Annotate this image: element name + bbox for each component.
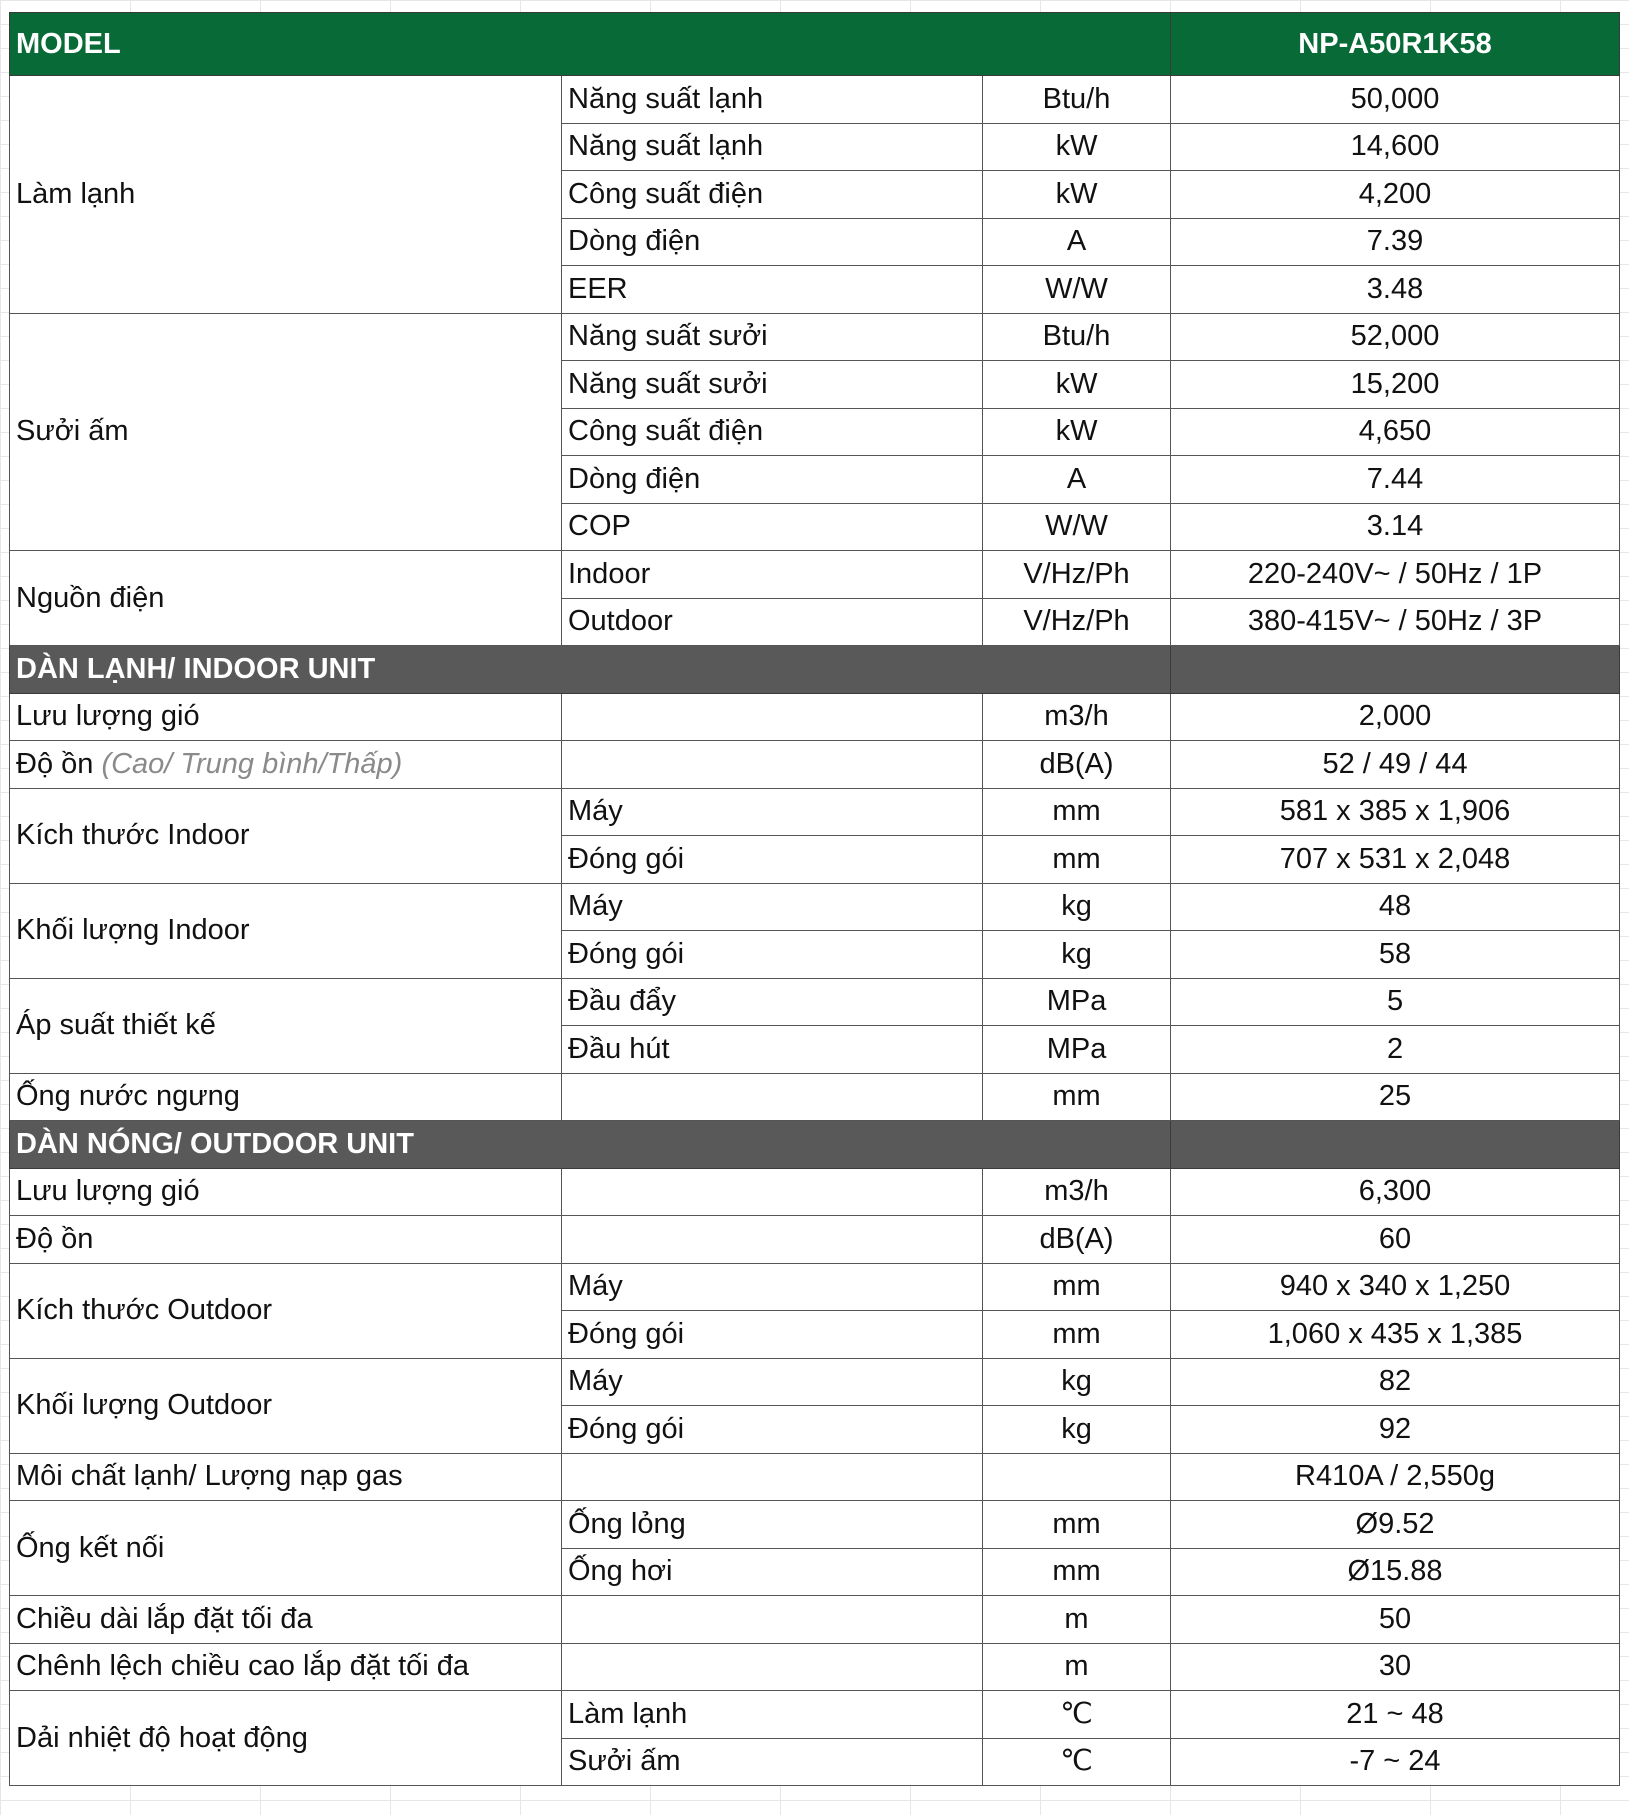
row-label: Chiều dài lắp đặt tối đa <box>10 1596 562 1644</box>
unit-cell: mm <box>983 1311 1171 1359</box>
empty-cell <box>562 741 983 789</box>
unit-cell: dB(A) <box>983 741 1171 789</box>
model-label: MODEL <box>10 13 1171 76</box>
value-cell: 220-240V~ / 50Hz / 1P <box>1171 551 1620 599</box>
unit-cell: MPa <box>983 1026 1171 1074</box>
table-row <box>10 1453 1620 1501</box>
group-label-design-pressure: Áp suất thiết kế <box>10 978 562 1073</box>
unit-cell: V/Hz/Ph <box>983 598 1171 646</box>
table-row <box>10 313 1620 361</box>
value-cell: 58 <box>1171 931 1620 979</box>
noise-note: (Cao/ Trung bình/Thấp) <box>101 747 403 780</box>
unit-cell: kg <box>983 1358 1171 1406</box>
value-cell: 581 x 385 x 1,906 <box>1171 788 1620 836</box>
unit-cell: W/W <box>983 503 1171 551</box>
value-cell: 2,000 <box>1171 693 1620 741</box>
param-cell: Năng suất sưởi <box>562 313 983 361</box>
unit-cell: m3/h <box>983 693 1171 741</box>
unit-cell: Btu/h <box>983 76 1171 124</box>
group-label-indoor-dimensions: Kích thước Indoor <box>10 788 562 883</box>
param-cell: Dòng điện <box>562 218 983 266</box>
value-cell: 52 / 49 / 44 <box>1171 741 1620 789</box>
unit-cell: A <box>983 456 1171 504</box>
section-header-outdoor <box>10 1121 1620 1169</box>
value-cell: 6,300 <box>1171 1168 1620 1216</box>
table-row <box>10 788 1620 836</box>
param-cell: Máy <box>562 883 983 931</box>
param-cell: EER <box>562 266 983 314</box>
value-cell: 92 <box>1171 1406 1620 1454</box>
row-label: Chênh lệch chiều cao lắp đặt tối đa <box>10 1643 562 1691</box>
unit-cell: mm <box>983 1073 1171 1121</box>
value-cell: 7.44 <box>1171 456 1620 504</box>
unit-cell: mm <box>983 1501 1171 1549</box>
value-cell: 25 <box>1171 1073 1620 1121</box>
param-cell: Sưởi ấm <box>562 1738 983 1786</box>
unit-cell: dB(A) <box>983 1216 1171 1264</box>
param-cell: Outdoor <box>562 598 983 646</box>
unit-cell: ℃ <box>983 1738 1171 1786</box>
table-row <box>10 1263 1620 1311</box>
value-cell: 5 <box>1171 978 1620 1026</box>
table-row <box>10 1168 1620 1216</box>
value-cell: 1,060 x 435 x 1,385 <box>1171 1311 1620 1359</box>
value-cell: 21 ~ 48 <box>1171 1691 1620 1739</box>
unit-cell: V/Hz/Ph <box>983 551 1171 599</box>
unit-cell: mm <box>983 1548 1171 1596</box>
param-cell: Năng suất lạnh <box>562 76 983 124</box>
param-cell: Công suất điện <box>562 408 983 456</box>
value-cell: R410A / 2,550g <box>1171 1453 1620 1501</box>
value-cell: 14,600 <box>1171 123 1620 171</box>
value-cell: 30 <box>1171 1643 1620 1691</box>
param-cell: Đóng gói <box>562 1406 983 1454</box>
empty-cell <box>562 693 983 741</box>
group-label-outdoor-weight: Khối lượng Outdoor <box>10 1358 562 1453</box>
table-row <box>10 1501 1620 1549</box>
unit-cell: MPa <box>983 978 1171 1026</box>
row-label: Lưu lượng gió <box>10 693 562 741</box>
param-cell: Công suất điện <box>562 171 983 219</box>
param-cell: Indoor <box>562 551 983 599</box>
row-label: Môi chất lạnh/ Lượng nạp gas <box>10 1453 562 1501</box>
section-title: DÀN NÓNG/ OUTDOOR UNIT <box>10 1121 1171 1169</box>
unit-cell: mm <box>983 1263 1171 1311</box>
empty-cell <box>562 1643 983 1691</box>
value-cell: Ø9.52 <box>1171 1501 1620 1549</box>
value-cell: 15,200 <box>1171 361 1620 409</box>
unit-cell: Btu/h <box>983 313 1171 361</box>
group-label-heating: Sưởi ấm <box>10 313 562 551</box>
param-cell: Ống hơi <box>562 1548 983 1596</box>
spec-table <box>9 12 1620 1786</box>
unit-cell: kg <box>983 883 1171 931</box>
row-label: Độ ồn <box>10 1216 562 1264</box>
param-cell: Đầu hút <box>562 1026 983 1074</box>
unit-cell: kW <box>983 408 1171 456</box>
empty-cell <box>562 1596 983 1644</box>
unit-cell: kW <box>983 171 1171 219</box>
section-empty-cell <box>1171 646 1620 694</box>
param-cell: Máy <box>562 1358 983 1406</box>
unit-cell: mm <box>983 836 1171 884</box>
row-label: Ống nước ngưng <box>10 1073 562 1121</box>
table-row <box>10 741 1620 789</box>
noise-label-cell <box>10 741 562 789</box>
unit-cell: m <box>983 1643 1171 1691</box>
table-row <box>10 1643 1620 1691</box>
param-cell: Đầu đẩy <box>562 978 983 1026</box>
value-cell: 50 <box>1171 1596 1620 1644</box>
value-cell: 7.39 <box>1171 218 1620 266</box>
group-label-cooling: Làm lạnh <box>10 76 562 314</box>
unit-cell: kW <box>983 123 1171 171</box>
unit-cell: W/W <box>983 266 1171 314</box>
table-row <box>10 1073 1620 1121</box>
param-cell: Năng suất sưởi <box>562 361 983 409</box>
table-row <box>10 1216 1620 1264</box>
value-cell: 380-415V~ / 50Hz / 3P <box>1171 598 1620 646</box>
model-header-row <box>10 13 1620 76</box>
table-row <box>10 693 1620 741</box>
unit-cell: kg <box>983 931 1171 979</box>
value-cell: 707 x 531 x 2,048 <box>1171 836 1620 884</box>
value-cell: 4,650 <box>1171 408 1620 456</box>
empty-cell <box>562 1216 983 1264</box>
param-cell: Đóng gói <box>562 836 983 884</box>
row-label: Lưu lượng gió <box>10 1168 562 1216</box>
table-row <box>10 1358 1620 1406</box>
param-cell: COP <box>562 503 983 551</box>
section-title: DÀN LẠNH/ INDOOR UNIT <box>10 646 1171 694</box>
table-row <box>10 978 1620 1026</box>
section-header-indoor <box>10 646 1620 694</box>
unit-cell: ℃ <box>983 1691 1171 1739</box>
unit-cell: kW <box>983 361 1171 409</box>
row-label: Độ ồn <box>16 747 94 780</box>
value-cell: 940 x 340 x 1,250 <box>1171 1263 1620 1311</box>
value-cell: 4,200 <box>1171 171 1620 219</box>
param-cell: Máy <box>562 788 983 836</box>
model-value: NP-A50R1K58 <box>1171 13 1620 76</box>
unit-cell: A <box>983 218 1171 266</box>
table-row <box>10 1596 1620 1644</box>
param-cell: Máy <box>562 1263 983 1311</box>
param-cell: Ống lỏng <box>562 1501 983 1549</box>
section-empty-cell <box>1171 1121 1620 1169</box>
value-cell: 52,000 <box>1171 313 1620 361</box>
group-label-operating-temperature: Dải nhiệt độ hoạt động <box>10 1691 562 1786</box>
empty-cell <box>562 1168 983 1216</box>
value-cell: 50,000 <box>1171 76 1620 124</box>
param-cell: Đóng gói <box>562 931 983 979</box>
param-cell: Làm lạnh <box>562 1691 983 1739</box>
value-cell: 48 <box>1171 883 1620 931</box>
table-row <box>10 1691 1620 1739</box>
value-cell: Ø15.88 <box>1171 1548 1620 1596</box>
group-label-outdoor-dimensions: Kích thước Outdoor <box>10 1263 562 1358</box>
table-row <box>10 883 1620 931</box>
group-label-indoor-weight: Khối lượng Indoor <box>10 883 562 978</box>
value-cell: 82 <box>1171 1358 1620 1406</box>
empty-cell <box>562 1453 983 1501</box>
value-cell: 60 <box>1171 1216 1620 1264</box>
group-label-connecting-pipes: Ống kết nối <box>10 1501 562 1596</box>
value-cell: 3.14 <box>1171 503 1620 551</box>
empty-cell <box>562 1073 983 1121</box>
table-row <box>10 76 1620 124</box>
param-cell: Đóng gói <box>562 1311 983 1359</box>
table-row <box>10 551 1620 599</box>
unit-cell: m3/h <box>983 1168 1171 1216</box>
unit-cell <box>983 1453 1171 1501</box>
unit-cell: kg <box>983 1406 1171 1454</box>
unit-cell: mm <box>983 788 1171 836</box>
param-cell: Năng suất lạnh <box>562 123 983 171</box>
value-cell: 2 <box>1171 1026 1620 1074</box>
unit-cell: m <box>983 1596 1171 1644</box>
group-label-power: Nguồn điện <box>10 551 562 646</box>
param-cell: Dòng điện <box>562 456 983 504</box>
value-cell: 3.48 <box>1171 266 1620 314</box>
value-cell: -7 ~ 24 <box>1171 1738 1620 1786</box>
